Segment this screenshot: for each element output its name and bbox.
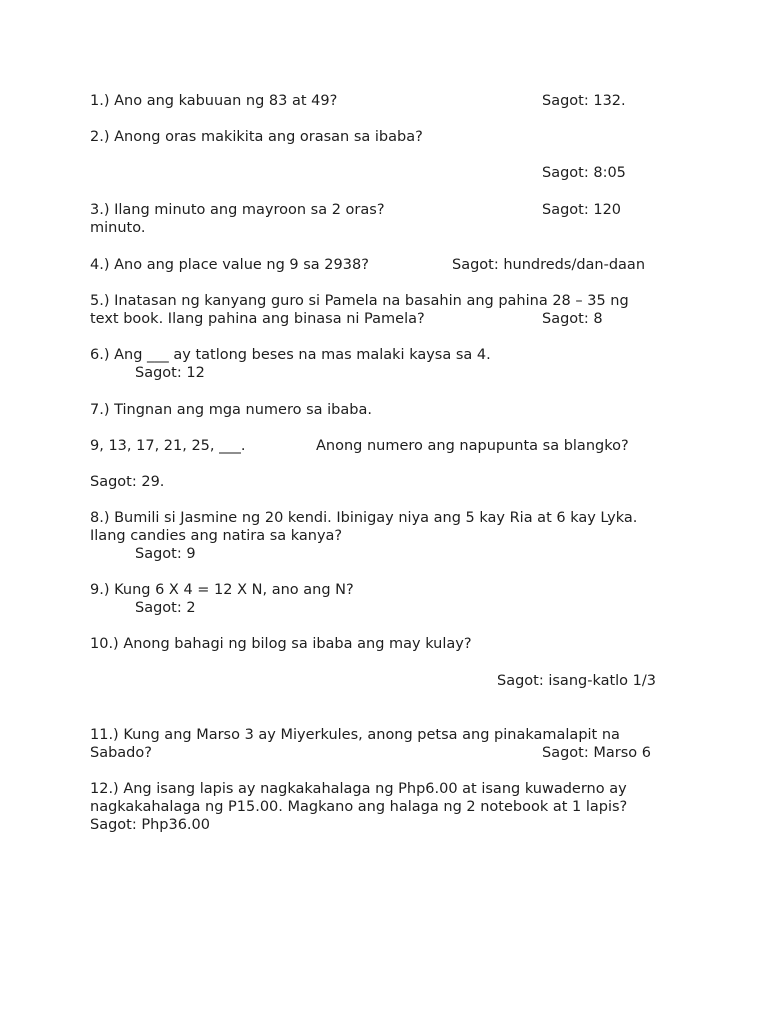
q1-answer: Sagot: 132. bbox=[542, 93, 626, 109]
q12-answer: Sagot: Php36.00 bbox=[90, 817, 210, 833]
q4-text: 4.) Ano ang place value ng 9 sa 2938? bbox=[90, 257, 369, 273]
q7-text: 7.) Tingnan ang mga numero sa ibaba. bbox=[90, 402, 372, 418]
q5-text: 5.) Inatasan ng kanyang guro si Pamela na basahin ang pahina 28 – 35 ng bbox=[90, 293, 629, 309]
q4-answer: Sagot: hundreds/dan-daan bbox=[452, 257, 646, 273]
q7-sequence: 9, 13, 17, 21, 25, ___. bbox=[90, 438, 246, 454]
q9-answer: Sagot: 2 bbox=[135, 600, 196, 616]
q2-text: 2.) Anong oras makikita ang orasan sa ibaba? bbox=[90, 129, 423, 145]
q2-answer: Sagot: 8:05 bbox=[542, 165, 626, 181]
q7-answer: Sagot: 29. bbox=[90, 474, 165, 490]
q12-text: 12.) Ang isang lapis ay nagkakahalaga ng Php6.00 at isang kuwaderno ay bbox=[90, 781, 627, 797]
q8-text-cont: Ilang candies ang natira sa kanya? bbox=[90, 528, 343, 544]
q10-answer: Sagot: isang-katlo 1/3 bbox=[497, 673, 656, 689]
q3-text-cont: minuto. bbox=[90, 220, 146, 236]
q6-answer: Sagot: 12 bbox=[135, 365, 205, 381]
q3-text: 3.) Ilang minuto ang mayroon sa 2 oras? bbox=[90, 202, 385, 218]
q1-text: 1.) Ano ang kabuuan ng 83 at 49? bbox=[90, 93, 338, 109]
q5-text-cont: text book. Ilang pahina ang binasa ni Pamela? bbox=[90, 311, 425, 327]
q11-answer: Sagot: Marso 6 bbox=[542, 745, 651, 761]
q3-answer: Sagot: 120 bbox=[542, 202, 622, 218]
q12-text-cont: nagkakahalaga ng P15.00. Magkano ang halaga ng 2 notebook at 1 lapis? bbox=[90, 799, 628, 815]
q11-text-cont: Sabado? bbox=[90, 745, 152, 761]
q11-text: 11.) Kung ang Marso 3 ay Miyerkules, anong petsa ang pinakamalapit na bbox=[90, 727, 620, 743]
q6-text: 6.) Ang ___ ay tatlong beses na mas malaki kaysa sa 4. bbox=[90, 347, 491, 363]
q7-prompt: Anong numero ang napupunta sa blangko? bbox=[316, 438, 629, 454]
q5-answer: Sagot: 8 bbox=[542, 311, 603, 327]
q10-text: 10.) Anong bahagi ng bilog sa ibaba ang may kulay? bbox=[90, 636, 472, 652]
q9-text: 9.) Kung 6 X 4 = 12 X N, ano ang N? bbox=[90, 582, 354, 598]
q8-text: 8.) Bumili si Jasmine ng 20 kendi. Ibinigay niya ang 5 kay Ria at 6 kay Lyka. bbox=[90, 510, 638, 526]
q8-answer: Sagot: 9 bbox=[135, 546, 196, 562]
